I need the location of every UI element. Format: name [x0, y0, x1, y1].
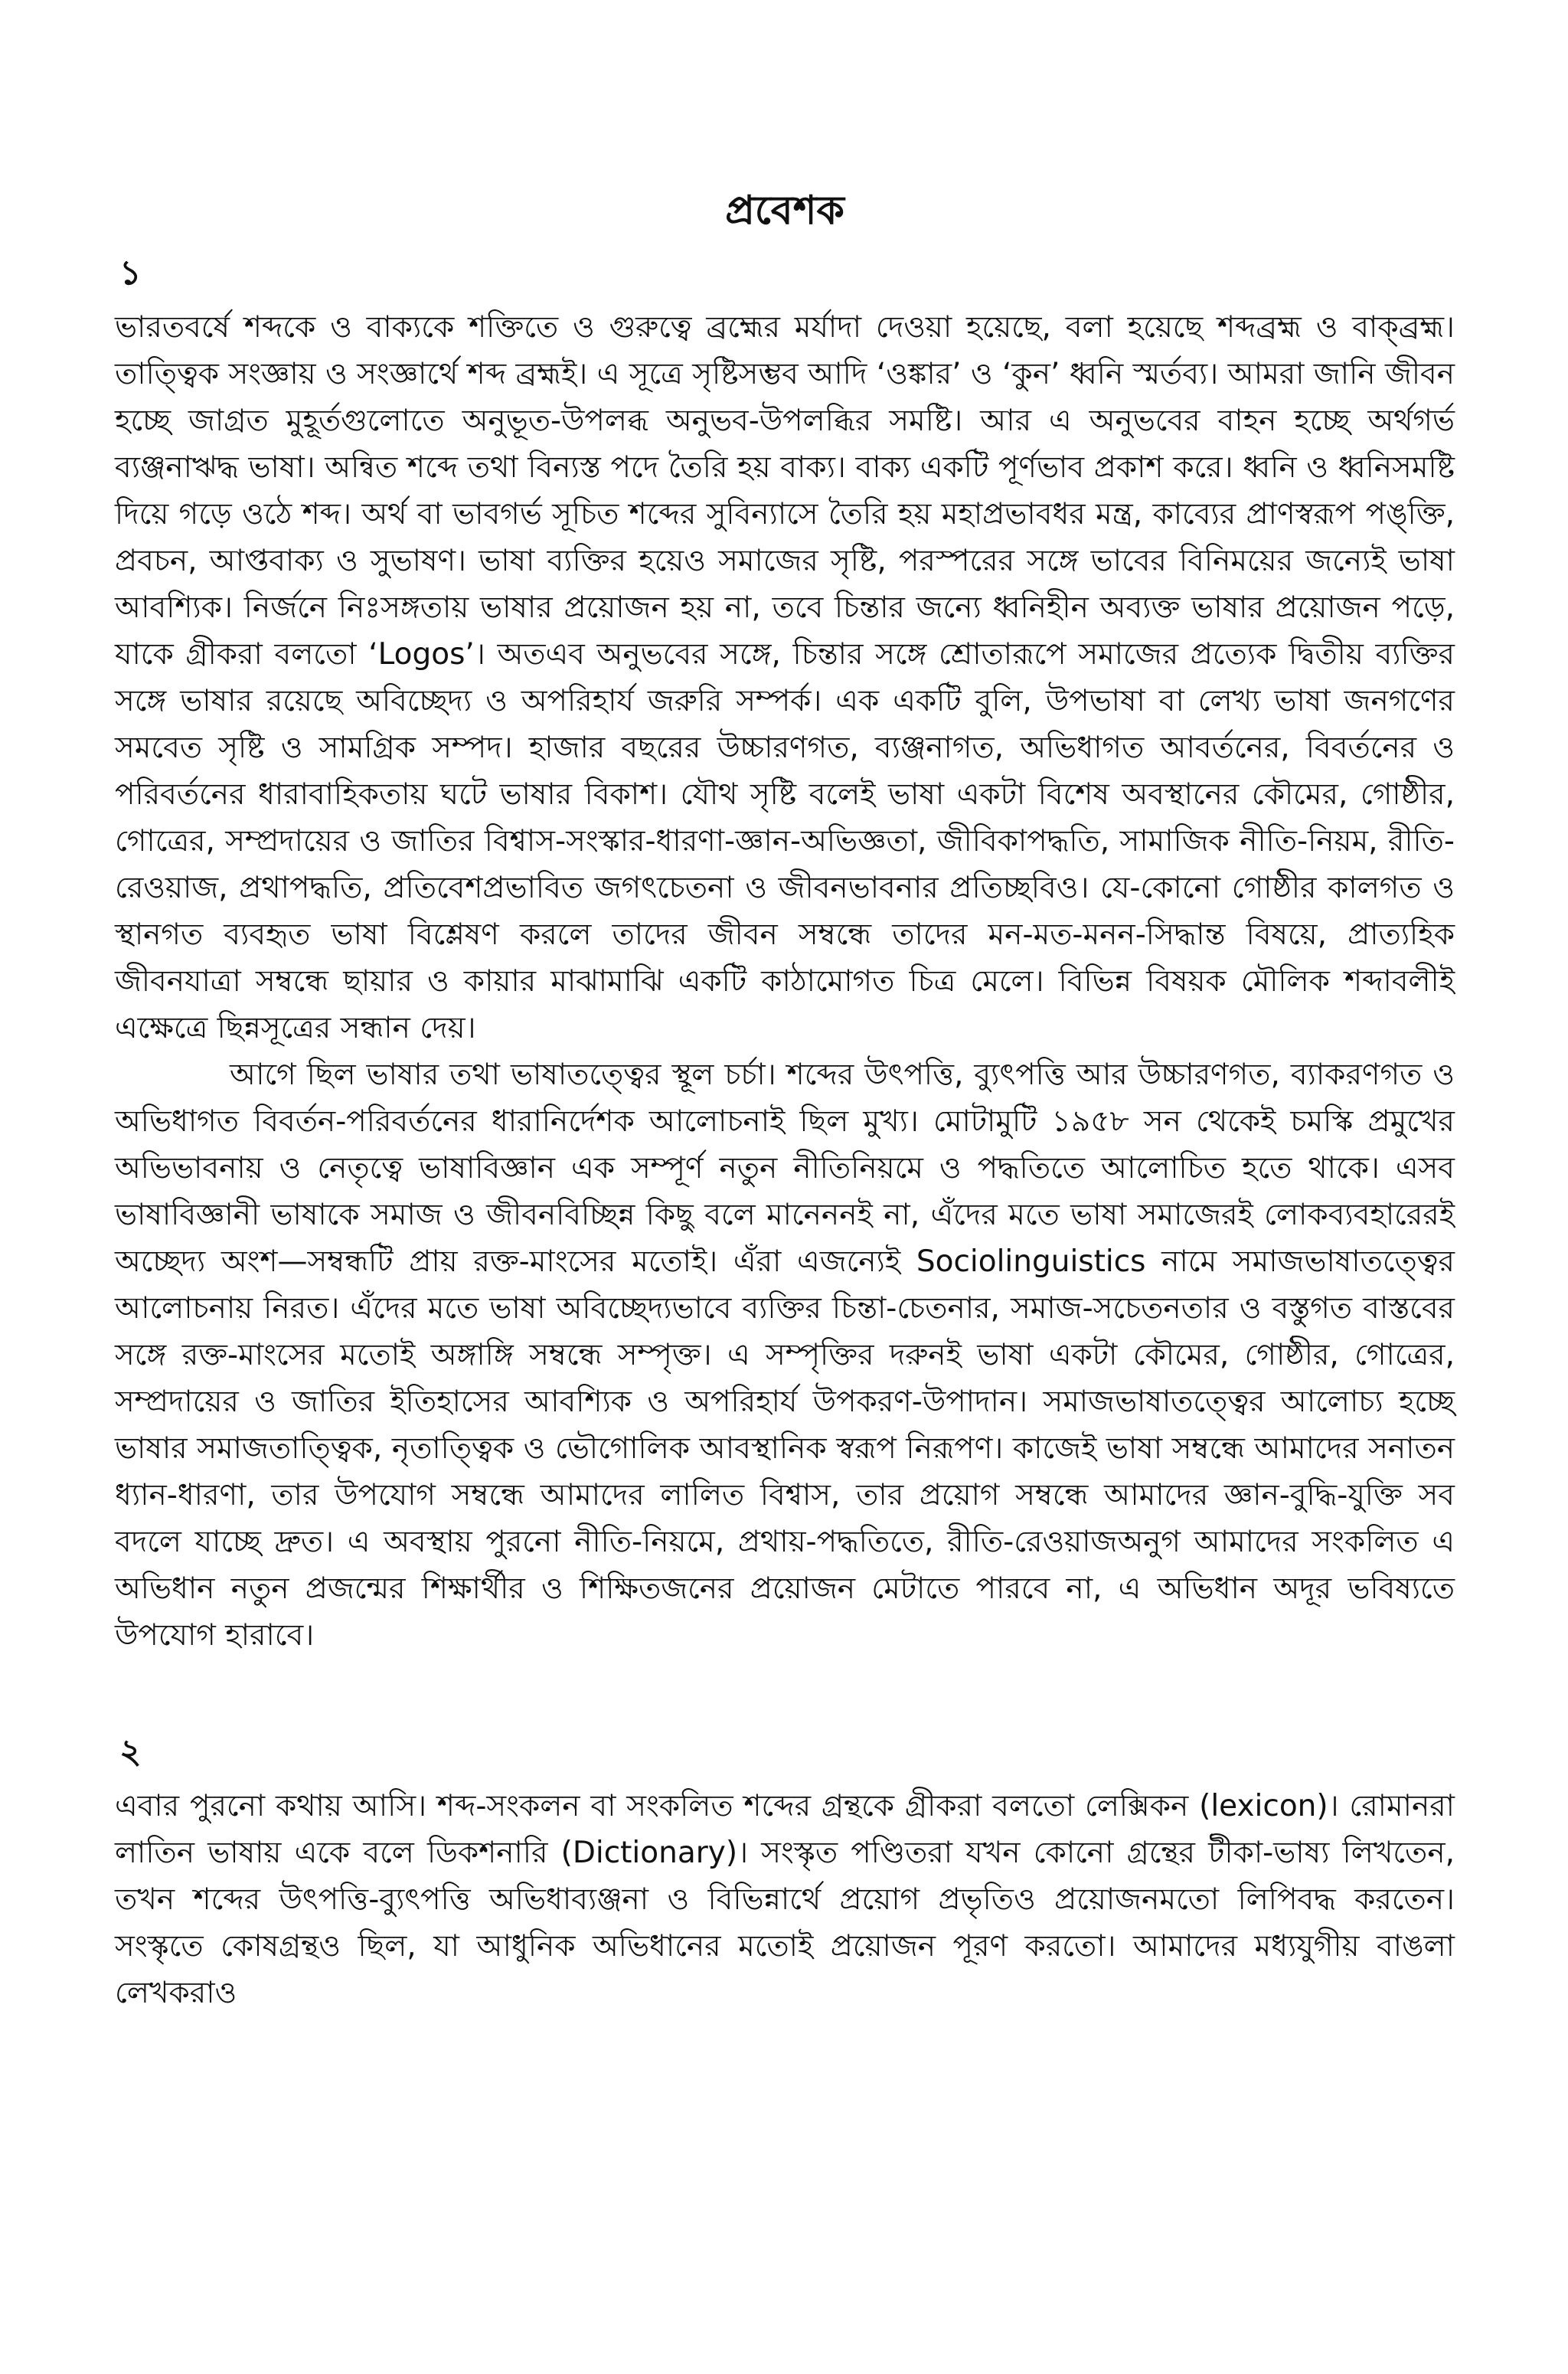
section-divider-space — [115, 1659, 1455, 1732]
body-paragraph: আগে ছিল ভাষার তথা ভাষাতত্ত্বের স্থূল চর্চা। শব্দের উৎপত্তি, ব্যুৎপত্তি আর উচ্চারণগত, ব্যাকরণগত ও অভিধাগত বিবর্তন-পরিবর্তনের ধারানির্দেশক আলোচনাই ছিল মুখ্য। মোটামুটি ১৯৫৮ সন থেকেই চমস্কি প্রমুখের অভিভাবনায় ও নেতৃত্বে ভাষাবিজ্ঞান এক সম্পূর্ণ নতুন নীতিনিয়মে ও পদ্ধতিতে আলোচিত হতে থাকে। এসব ভাষাবিজ্ঞানী ভাষাকে সমাজ ও জীবনবিচ্ছিন্ন কিছু বলে মানেননই না, এঁদের মতে ভাষা সমাজেরই লোকব্যবহারেরই অচ্ছেদ্য অংশ—সম্বন্ধটি প্রায় রক্ত-মাংসের মতোই। এঁরা এজন্যেই Sociolinguistics নামে সমাজভাষাতত্ত্বের আলোচনায় নিরত। এঁদের মতে ভাষা অবিচ্ছেদ্যভাবে ব্যক্তির চিন্তা-চেতনার, সমাজ-সচেতনতার ও বস্তুগত বাস্তবের সঙ্গে রক্ত-মাংসের মতোই অঙ্গাঙ্গি সম্বন্ধে সম্পৃক্ত। এ সম্পৃক্তির দরুনই ভাষা একটা কৌমের, গোষ্ঠীর, গোত্রের, সম্প্রদায়ের ও জাতির ইতিহাসের আবশ্যিক ও অপরিহার্য উপকরণ-উপাদান। সমাজভাষাতত্ত্বের আলোচ্য হচ্ছে ভাষার সমাজতাত্ত্বিক, নৃতাত্ত্বিক ও ভৌগোলিক আবস্থানিক স্বরূপ নিরূপণ। কাজেই ভাষা সম্বন্ধে আমাদের সনাতন ধ্যান-ধারণা, তার উপযোগ সম্বন্ধে আমাদের লালিত বিশ্বাস, তার প্রয়োগ সম্বন্ধে আমাদের জ্ঞান-বুদ্ধি-যুক্তি সব বদলে যাচ্ছে দ্রুত। এ অবস্থায় পুরনো নীতি-নিয়মে, প্রথায়-পদ্ধতিতে, রীতি-রেওয়াজঅনুগ আমাদের সংকলিত এ অভিধান নতুন প্রজন্মের শিক্ষার্থীর ও শিক্ষিতজনের প্রয়োজন মেটাতে পারবে না, এ অভিধান অদূর ভবিষ্যতে উপযোগ হারাবে। — [115, 1058, 1455, 1653]
section-1 — [115, 253, 1455, 1659]
document-page — [115, 188, 1455, 2016]
page-title: প্রবেশক — [725, 188, 844, 234]
body-paragraph: এবার পুরনো কথায় আসি। শব্দ-সংকলন বা সংকলিত শব্দের গ্রন্থকে গ্রীকরা বলতো লেক্সিকন (lexicon)। রোমানরা লাতিন ভাষায় একে বলে ডিকশনারি (Dictionary)। সংস্কৃত পণ্ডিতরা যখন কোনো গ্রন্থের টীকা-ভাষ্য লিখতেন, তখন শব্দের উৎপত্তি-ব্যুৎপত্তি অভিধাব্যঞ্জনা ও বিভিন্নার্থে প্রয়োগ প্রভৃতিও প্রয়োজনমতো লিপিবদ্ধ করতেন। সংস্কৃতে কোষগ্রন্থও ছিল, যা আধুনিক অভিধানের মতোই প্রয়োজন পূরণ করতো। আমাদের মধ্যযুগীয় বাঙলা লেখকরাও — [115, 1789, 1455, 2010]
body-paragraph: ভারতবর্ষে শব্দকে ও বাক্যকে শক্তিতে ও গুরুত্বে ব্রহ্মের মর্যাদা দেওয়া হয়েছে, বলা হয়েছে শব্দব্রহ্ম ও বাক্‌ব্রহ্ম। তাত্ত্বিক সংজ্ঞায় ও সংজ্ঞার্থে শব্দ ব্রহ্মই। এ সূত্রে সৃষ্টিসম্ভব আদি ‘ওঙ্কার’ ও ‘কুন’ ধ্বনি স্মর্তব্য। আমরা জানি জীবন হচ্ছে জাগ্রত মুহূর্তগুলোতে অনুভূত-উপলব্ধ অনুভব-উপলব্ধির সমষ্টি। আর এ অনুভবের বাহন হচ্ছে অর্থগর্ভ ব্যঞ্জনাঋদ্ধ ভাষা। অন্বিত শব্দে তথা বিন্যস্ত পদে তৈরি হয় বাক্য। বাক্য একটি পূর্ণভাব প্রকাশ করে। ধ্বনি ও ধ্বনিসমষ্টি দিয়ে গড়ে ওঠে শব্দ। অর্থ বা ভাবগর্ভ সূচিত শব্দের সুবিন্যাসে তৈরি হয় মহাপ্রভাবধর মন্ত্র, কাব্যের প্রাণস্বরূপ পঙ্‌ক্তি, প্রবচন, আপ্তবাক্য ও সুভাষণ। ভাষা ব্যক্তির হয়েও সমাজের সৃষ্টি, পরস্পরের সঙ্গে ভাবের বিনিময়ের জন্যেই ভাষা আবশ্যিক। নির্জনে নিঃসঙ্গতায় ভাষার প্রয়োজন হয় না, তবে চিন্তার জন্যে ধ্বনিহীন অব্যক্ত ভাষার প্রয়োজন পড়ে, যাকে গ্রীকরা বলতো ‘Logos’। অতএব অনুভবের সঙ্গে, চিন্তার সঙ্গে শ্রোতারূপে সমাজের প্রত্যেক দ্বিতীয় ব্যক্তির সঙ্গে ভাষার রয়েছে অবিচ্ছেদ্য ও অপরিহার্য জরুরি সম্পর্ক। এক একটি বুলি, উপভাষা বা লেখ্য ভাষা জনগণের সমবেত সৃষ্টি ও সামগ্রিক সম্পদ। হাজার বছরের উচ্চারণগত, ব্যঞ্জনাগত, অভিধাগত আবর্তনের, বিবর্তনের ও পরিবর্তনের ধারাবাহিকতায় ঘটে ভাষার বিকাশ। যৌথ সৃষ্টি বলেই ভাষা একটা বিশেষ অবস্থানের কৌমের, গোষ্ঠীর, গোত্রের, সম্প্রদায়ের ও জাতির বিশ্বাস-সংস্কার-ধারণা-জ্ঞান-অভিজ্ঞতা, জীবিকাপদ্ধতি, সামাজিক নীতি-নিয়ম, রীতি-রেওয়াজ, প্রথাপদ্ধতি, প্রতিবেশপ্রভাবিত জগৎচেতনা ও জীবনভাবনার প্রতিচ্ছবিও। যে-কোনো গোষ্ঠীর কালগত ও স্থানগত ব্যবহৃত ভাষা বিশ্লেষণ করলে তাদের জীবন সম্বন্ধে তাদের মন-মত-মনন-সিদ্ধান্ত বিষয়ে, প্রাত্যহিক জীবনযাত্রা সম্বন্ধে ছায়ার ও কায়ার মাঝামাঝি একটি কাঠামোগত চিত্র মেলে। বিভিন্ন বিষয়ক মৌলিক শব্দাবলীই এক্ষেত্রে ছিন্নসূত্রের সন্ধান দেয়। — [115, 310, 1455, 1045]
section-number: ১ — [119, 253, 142, 293]
section-2 — [115, 1732, 1455, 2016]
section-number: ২ — [119, 1732, 142, 1771]
